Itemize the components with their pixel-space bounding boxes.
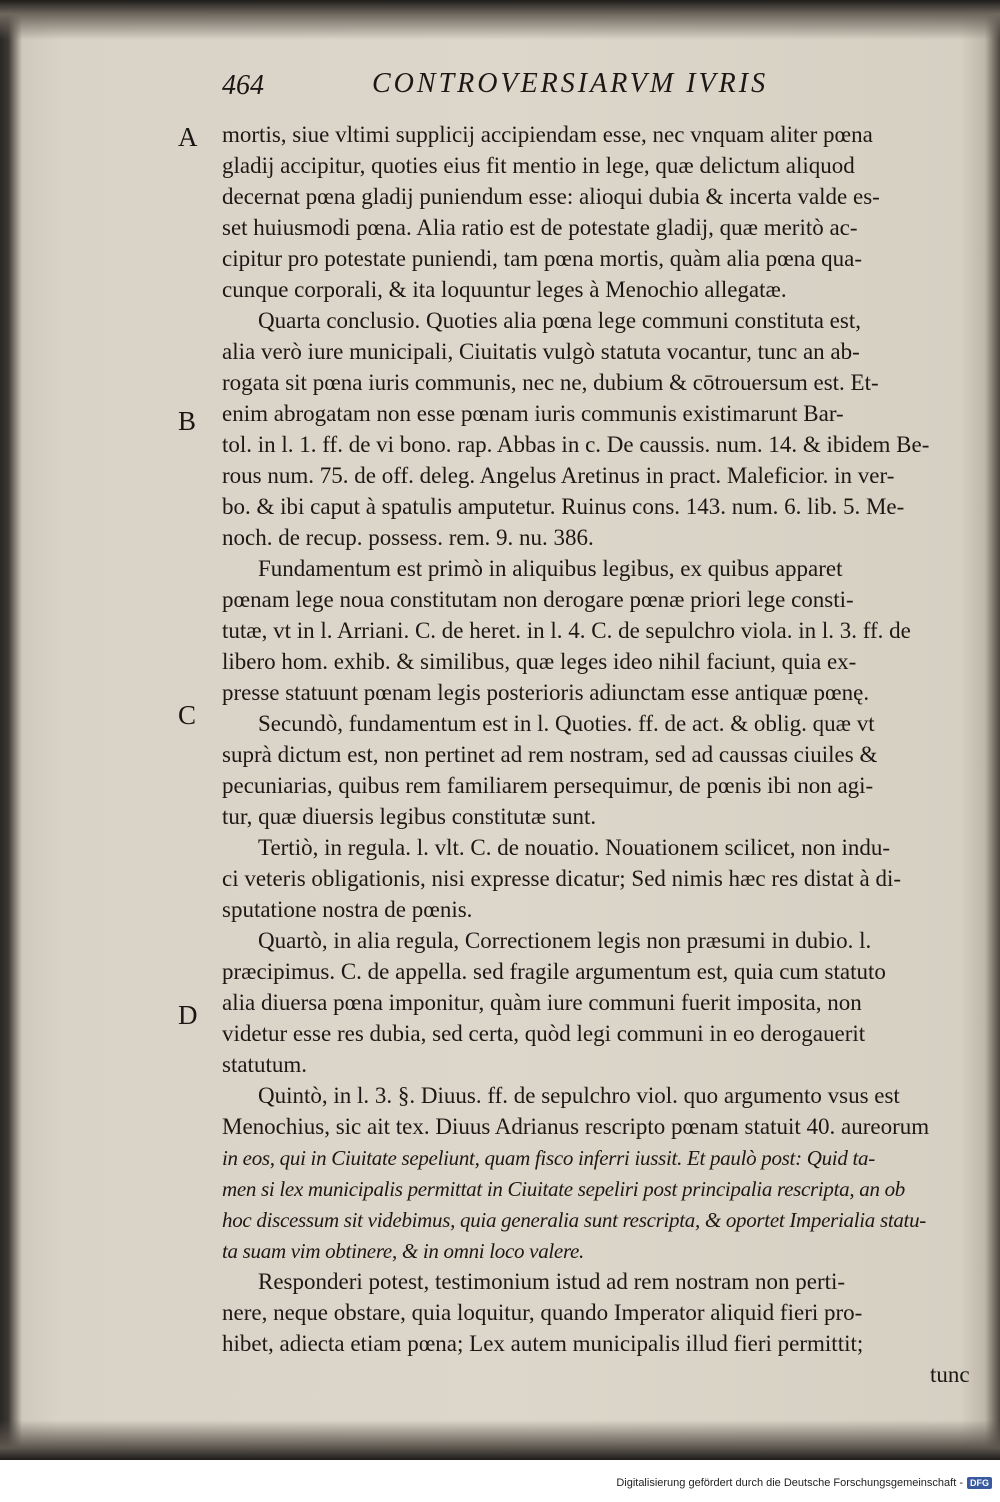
running-head: CONTROVERSIARVM IVRIS bbox=[372, 68, 769, 99]
text-line: hibet, adiecta etiam pœna; Lex autem municipalis illud fieri permittit; bbox=[222, 1331, 864, 1356]
text-line: enim abrogatam non esse pœnam iuris communis existimarunt Bar- bbox=[222, 401, 844, 426]
text-line: rogata sit pœna iuris communis, nec ne, dubium & cōtrouersum est. Et- bbox=[222, 370, 879, 395]
text-line: Fundamentum est primò in aliquibus legibus, ex quibus apparet bbox=[258, 556, 843, 581]
text-line: in eos, qui in Ciuitate sepeliunt, quam fisco inferri iussit. Et paulò post: Quid ta- bbox=[222, 1146, 875, 1170]
margin-letter-c: C bbox=[178, 700, 197, 730]
text-line: pœnam lege noua constitutam non derogare pœnæ priori lege consti- bbox=[222, 587, 854, 612]
text-line: tutæ, vt in l. Arriani. C. de heret. in l. 4. C. de sepulchro viola. in l. 3. ff. de bbox=[222, 618, 911, 643]
text-line: bo. & ibi caput à spatulis amputetur. Ruinus cons. 143. num. 6. lib. 5. Me- bbox=[222, 494, 905, 519]
digitization-credit bbox=[616, 1477, 992, 1489]
text-line: libero hom. exhib. & similibus, quæ leges ideo nihil faciunt, quia ex- bbox=[222, 649, 857, 674]
text-line: Quarta conclusio. Quoties alia pœna lege communi constituta est, bbox=[258, 308, 861, 333]
text-line: hoc discessum sit videbimus, quia generalia sunt rescripta, & oportet Imperialia statu- bbox=[222, 1208, 926, 1232]
text-line: videtur esse res dubia, sed certa, quòd legi communi in eo derogauerit bbox=[222, 1021, 866, 1046]
page-number: 464 bbox=[222, 70, 264, 101]
text-line: alia diuersa pœna imponitur, quàm iure communi fuerit imposita, non bbox=[222, 990, 862, 1015]
text-line: alia verò iure municipali, Ciuitatis vulgò statuta vocantur, tunc an ab- bbox=[222, 339, 860, 364]
text-line: sputatione nostra de pœnis. bbox=[222, 897, 473, 922]
text-line: mortis, siue vltimi supplicij accipiendam esse, nec vnquam aliter pœna bbox=[222, 122, 873, 147]
margin-letter-a: A bbox=[178, 122, 198, 152]
text-line: tur, quæ diuersis legibus constitutæ sunt. bbox=[222, 804, 597, 829]
text-line: presse statuunt pœnam legis posterioris adiunctam esse antiquæ pœnę. bbox=[222, 680, 870, 705]
credit-text: Digitalisierung gefördert durch die Deutsche Forschungsgemeinschaft - bbox=[616, 1477, 963, 1489]
text-line: cunque corporali, & ita loquuntur leges à Menochio allegatæ. bbox=[222, 277, 787, 302]
text-line: ci veteris obligationis, nisi expresse dicatur; Sed nimis hæc res distat à di- bbox=[222, 866, 902, 891]
margin-letter-d: D bbox=[178, 1000, 198, 1030]
text-line: gladij accipitur, quoties eius fit mentio in lege, quæ delictum aliquod bbox=[222, 153, 855, 178]
text-line: pecuniarias, quibus rem familiarem persequimur, de pœnis ibi non agi- bbox=[222, 773, 874, 798]
text-line: cipitur pro potestate puniendi, tam pœna mortis, quàm alia pœna qua- bbox=[222, 246, 863, 271]
catchword: tunc bbox=[930, 1362, 970, 1387]
text-line: Tertiò, in regula. l. vlt. C. de nouatio. Nouationem scilicet, non indu- bbox=[258, 835, 891, 860]
text-line: Menochius, sic ait tex. Diuus Adrianus rescripto pœnam statuit 40. aureorum bbox=[222, 1114, 930, 1139]
text-line: Responderi potest, testimonium istud ad rem nostram non perti- bbox=[258, 1269, 846, 1294]
text-line: decernat pœna gladij puniendum esse: alioqui dubia & incerta valde es- bbox=[222, 184, 880, 209]
text-line: set huiusmodi pœna. Alia ratio est de potestate gladij, quæ meritò ac- bbox=[222, 215, 858, 240]
text-line: men si lex municipalis permittat in Ciuitate sepeliri post principalia rescripta, an ob bbox=[222, 1177, 905, 1201]
text-line: Quintò, in l. 3. §. Diuus. ff. de sepulchro viol. quo argumento vsus est bbox=[258, 1083, 900, 1108]
text-line: præcipimus. C. de appella. sed fragile argumentum est, quia cum statuto bbox=[222, 959, 886, 984]
margin-letter-b: B bbox=[178, 406, 197, 436]
text-line: Secundò, fundamentum est in l. Quoties. ff. de act. & oblig. quæ vt bbox=[258, 711, 875, 736]
text-line: rous num. 75. de off. deleg. Angelus Aretinus in pract. Maleficior. in ver- bbox=[222, 463, 895, 488]
text-line: statutum. bbox=[222, 1052, 307, 1077]
text-line: suprà dictum est, non pertinet ad rem nostram, sed ad caussas ciuiles & bbox=[222, 742, 878, 767]
dfg-logo-icon: DFG bbox=[967, 1477, 992, 1489]
text-line: noch. de recup. possess. rem. 9. nu. 386. bbox=[222, 525, 594, 550]
text-line: ta suam vim obtinere, & in omni loco valere. bbox=[222, 1239, 585, 1263]
text-line: Quartò, in alia regula, Correctionem legis non præsumi in dubio. l. bbox=[258, 928, 872, 953]
text-line: tol. in l. 1. ff. de vi bono. rap. Abbas in c. De caussis. num. 14. & ibidem Be- bbox=[222, 432, 930, 457]
text-line: nere, neque obstare, quia loquitur, quando Imperator aliquid fieri pro- bbox=[222, 1300, 863, 1325]
